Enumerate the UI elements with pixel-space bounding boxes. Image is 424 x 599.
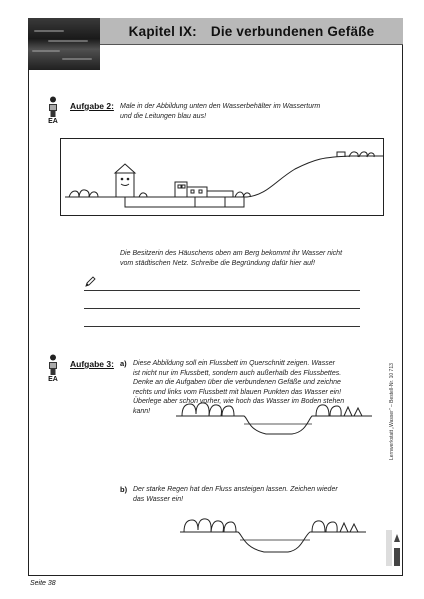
answer-line[interactable] [84, 290, 360, 291]
person-icon [47, 354, 59, 376]
water-tower-drawing [60, 138, 384, 216]
riverbed-drawing-a [174, 390, 374, 442]
publisher-logo [384, 528, 402, 568]
answer-line[interactable] [84, 326, 360, 327]
person-icon [47, 96, 59, 118]
individual-work-badge: EA [46, 96, 60, 125]
task-2-instruction: Male in der Abbildung unten den Wasserbehälter im Wasserturm und die Leitungen blau aus! [120, 103, 321, 120]
riverbed-drawing-b [178, 508, 368, 560]
chapter-title: Die verbundenen Gefäße [210, 23, 375, 39]
page-number: Seite 38 [30, 580, 56, 587]
subtask-a-letter: a) [120, 359, 127, 368]
chapter-header [100, 18, 403, 45]
task-2-question: Die Besitzerin des Häuschens oben am Berg bekommt ihr Wasser nicht vom städtischen Netz. Schreibe die Begründung dafür hier auf! [120, 250, 343, 267]
town-hill-illustration [61, 139, 385, 217]
water-photo [28, 18, 100, 70]
subtask-b-letter: b) [120, 485, 128, 494]
chapter-number: Kapitel IX: [128, 23, 197, 39]
order-number-text: Lernwerkstatt „Wasser" – Bestell-Nr. 10 713 [389, 363, 395, 460]
answer-line[interactable] [84, 308, 360, 309]
subtask-a-text: Diese Abbildung soll ein Flussbett im Querschnitt zeigen. Wasser ist nicht nur im Flussbett, sondern auch außerhalb des Flussbettes. Denke an die Aufgaben über die verbundenen Gefäße und zeichne rechts und links vom Flussbett mit blauen Punkten das Wasser ein! Überlege aber schon vorher, wie hoch das Wasser im Boden stehen kann! [133, 360, 345, 415]
pencil-icon [84, 276, 96, 288]
individual-work-badge: EA [46, 354, 60, 383]
task-2-label: Aufgabe 2: [70, 101, 114, 111]
subtask-b-text: Der starke Regen hat den Fluss ansteigen lassen. Zeichen wieder das Wasser ein! [133, 486, 338, 503]
task-3-label: Aufgabe 3: [70, 359, 114, 369]
